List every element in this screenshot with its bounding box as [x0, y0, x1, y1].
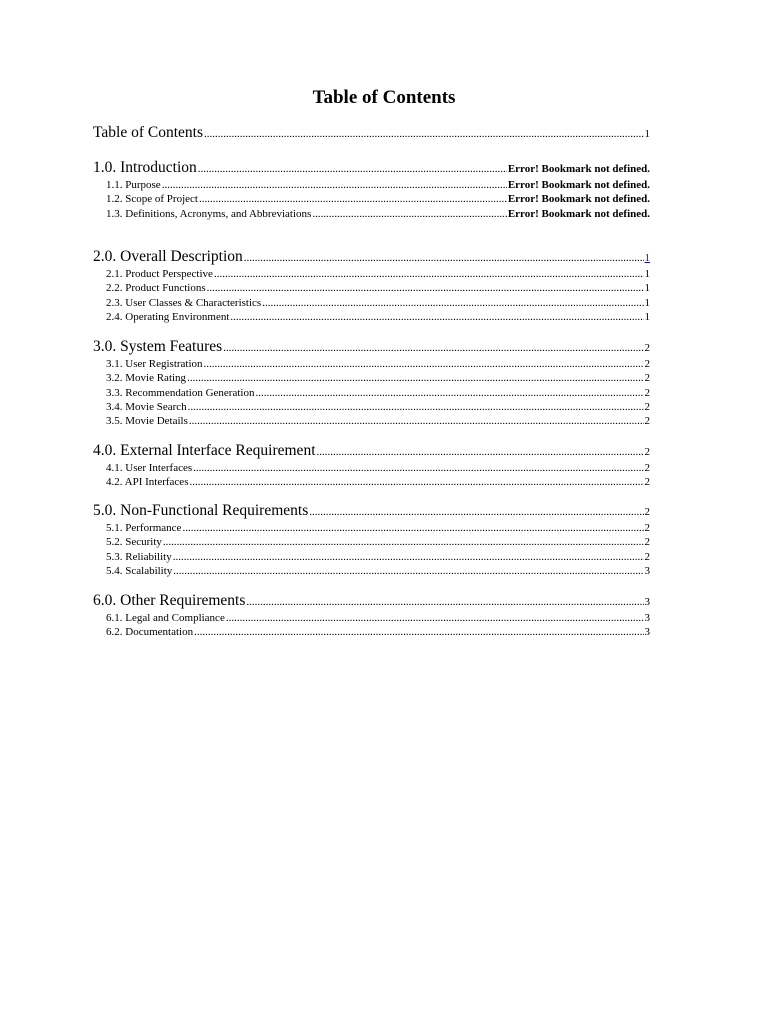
toc-item-label: 3.3. Recommendation Generation [106, 386, 255, 399]
toc-page-error: Error! Bookmark not defined. [507, 193, 650, 206]
toc-item-row[interactable] [93, 371, 650, 385]
toc-page-link[interactable]: 1 [644, 252, 650, 264]
toc-item-label: 3.2. Movie Rating [106, 372, 187, 385]
leader-dots [317, 443, 644, 461]
toc-page-number: 3 [644, 564, 650, 577]
leader-dots [163, 535, 644, 549]
toc-item-label: 4.1. User Interfaces [106, 462, 193, 474]
toc-item-row[interactable] [93, 296, 650, 310]
leader-dots [182, 521, 643, 535]
toc-heading-row[interactable] [93, 442, 650, 461]
toc-item-label: 2.1. Product Perspective [106, 268, 213, 280]
toc-item-row[interactable] [93, 357, 650, 371]
toc-page-number: 1 [644, 128, 650, 140]
toc-section-6 [93, 592, 650, 640]
leader-dots [188, 400, 644, 414]
toc-item-row[interactable] [93, 192, 650, 206]
toc-item-label: 5.1. Performance [106, 522, 182, 534]
toc-page-number: 2 [644, 506, 650, 518]
leader-dots [199, 192, 507, 206]
toc-page-number: 1 [644, 282, 650, 295]
toc-page-error: Error! Bookmark not defined. [507, 207, 650, 220]
toc-page-number: 2 [644, 386, 650, 399]
leader-dots [214, 267, 644, 281]
toc-heading-row[interactable] [93, 338, 650, 357]
leader-dots [262, 296, 643, 310]
toc-heading-label: 6.0. Other Requirements [93, 592, 246, 609]
toc-page-number: 3 [644, 596, 650, 608]
leader-dots [194, 625, 643, 639]
leader-dots [207, 281, 644, 295]
toc-item-label: 2.3. User Classes & Characteristics [106, 296, 262, 309]
toc-item-row[interactable] [93, 550, 650, 564]
toc-item-label: 6.2. Documentation [106, 626, 194, 639]
leader-dots [312, 207, 507, 221]
leader-dots [173, 564, 643, 578]
toc-heading-row[interactable] [93, 502, 650, 521]
leader-dots [193, 461, 643, 475]
toc-page-number: 1 [644, 268, 650, 280]
toc-page-error: Error! Bookmark not defined. [507, 179, 650, 191]
toc-item-label: 2.4. Operating Environment [106, 310, 230, 323]
toc-page-number: 2 [644, 522, 650, 534]
toc-page-number: 1 [644, 296, 650, 309]
toc-item-label: 5.2. Security [106, 536, 162, 549]
toc-page-number: 2 [644, 415, 650, 428]
toc-heading-label: Table of Contents [93, 124, 203, 141]
toc-page-number: 2 [644, 476, 650, 489]
leader-dots [223, 339, 643, 357]
toc-item-row[interactable] [93, 207, 650, 221]
toc-item-row[interactable] [93, 414, 650, 428]
toc-page-number: 2 [644, 358, 650, 370]
leader-dots [173, 550, 644, 564]
toc-heading-label: 5.0. Non-Functional Requirements [93, 502, 309, 519]
toc-item-label: 3.4. Movie Search [106, 400, 187, 413]
toc-page-number: 2 [644, 446, 650, 458]
toc-heading-row[interactable] [93, 159, 650, 178]
leader-dots [204, 125, 644, 143]
toc-item-row[interactable] [93, 521, 650, 535]
toc-section-4 [93, 442, 650, 490]
toc-page-number: 2 [644, 400, 650, 413]
toc-page-number: 1 [644, 310, 650, 323]
toc-heading-row[interactable] [93, 124, 650, 143]
toc-item-label: 1.1. Purpose [106, 179, 161, 191]
leader-dots [309, 503, 643, 521]
toc-item-row[interactable] [93, 386, 650, 400]
toc-section-0 [93, 124, 650, 143]
toc-item-label: 3.1. User Registration [106, 358, 203, 370]
toc-item-row[interactable] [93, 461, 650, 475]
toc-item-row[interactable] [93, 400, 650, 414]
toc-heading-row[interactable] [93, 248, 650, 267]
toc-item-label: 1.3. Definitions, Acronyms, and Abbreviations [106, 207, 312, 220]
toc-heading-label: 1.0. Introduction [93, 159, 197, 176]
leader-dots [230, 310, 643, 324]
toc-item-label: 1.2. Scope of Project [106, 193, 198, 206]
toc-item-row[interactable] [93, 310, 650, 324]
toc-item-label: 5.3. Reliability [106, 550, 172, 563]
page-title: Table of Contents [312, 87, 456, 108]
toc-item-row[interactable] [93, 564, 650, 578]
toc-section-2 [93, 248, 650, 324]
toc-page-number: 2 [644, 462, 650, 474]
toc-page-number: 2 [644, 342, 650, 354]
toc-item-row[interactable] [93, 611, 650, 625]
leader-dots [226, 611, 644, 625]
leader-dots [246, 593, 643, 611]
toc-page-number: 3 [644, 626, 650, 639]
toc-heading-label: 3.0. System Features [93, 338, 223, 355]
toc-item-row[interactable] [93, 475, 650, 489]
toc-section-1 [93, 159, 650, 221]
leader-dots [198, 160, 507, 178]
toc-item-row[interactable] [93, 625, 650, 639]
toc-heading-label: 4.0. External Interface Requirement [93, 442, 316, 459]
toc-item-label: 4.2. API Interfaces [106, 476, 189, 489]
toc-item-row[interactable] [93, 267, 650, 281]
toc-page-number: 3 [644, 612, 650, 624]
leader-dots [162, 178, 507, 192]
toc-page-error: Error! Bookmark not defined. [507, 163, 650, 175]
toc-heading-label: 2.0. Overall Description [93, 248, 243, 265]
toc-item-label: 6.1. Legal and Compliance [106, 612, 225, 624]
toc-page-number: 2 [644, 550, 650, 563]
toc-page-number: 2 [644, 372, 650, 385]
toc-heading-row[interactable] [93, 592, 650, 611]
leader-dots [189, 475, 643, 489]
leader-dots [255, 386, 643, 400]
leader-dots [189, 414, 644, 428]
toc-item-row[interactable] [93, 281, 650, 295]
leader-dots [204, 357, 644, 371]
toc-page-number: 2 [644, 536, 650, 549]
leader-dots [244, 249, 644, 267]
toc-item-label: 5.4. Scalability [106, 564, 173, 577]
toc-section-5 [93, 502, 650, 578]
leader-dots [187, 371, 643, 385]
toc-item-row[interactable] [93, 178, 650, 192]
toc-item-row[interactable] [93, 535, 650, 549]
toc-item-label: 3.5. Movie Details [106, 415, 188, 428]
toc-section-3 [93, 338, 650, 428]
toc-item-label: 2.2. Product Functions [106, 282, 206, 295]
